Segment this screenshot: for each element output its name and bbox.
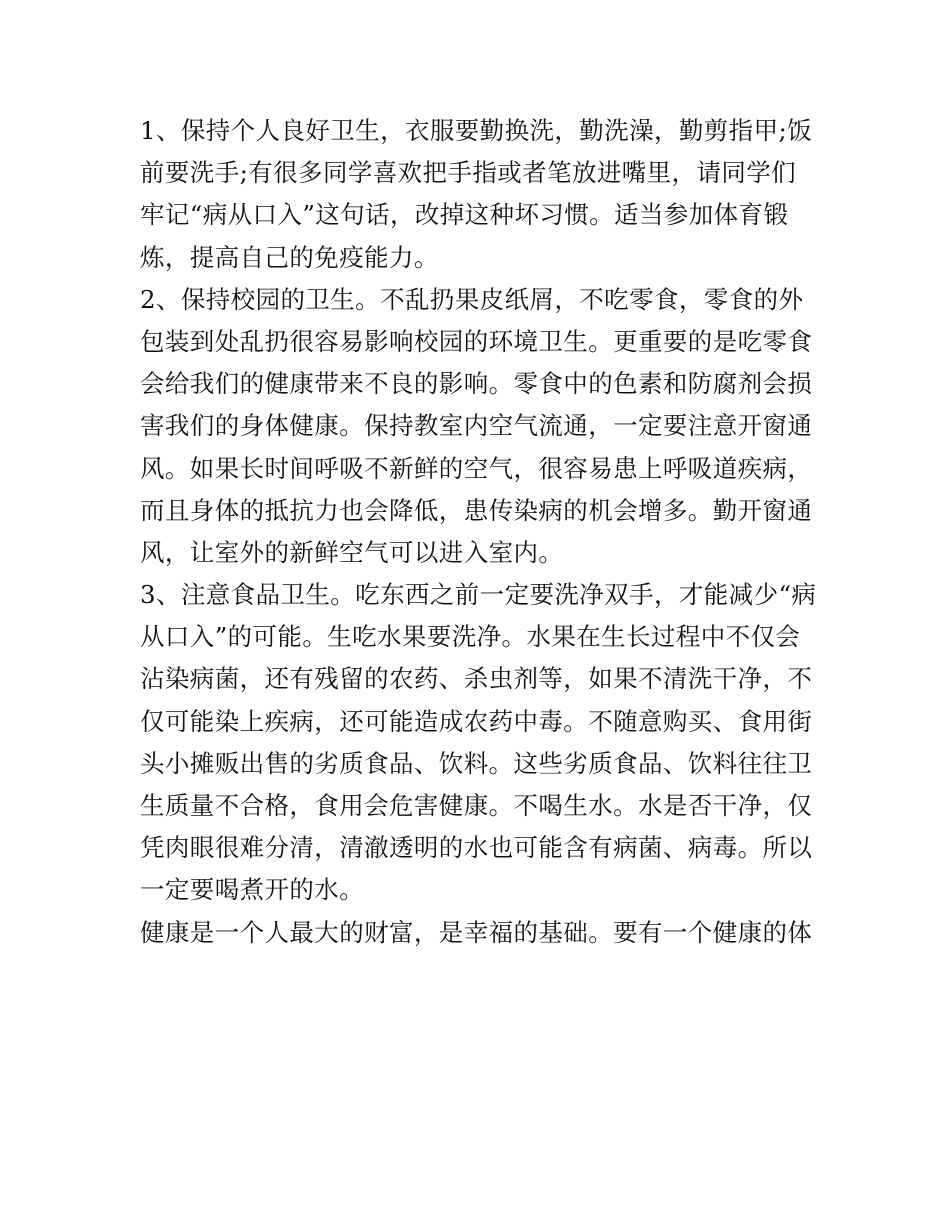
text-line: 害我们的身体健康。保持教室内空气流通，一定要注意开窗通: [140, 411, 813, 441]
text-line: 健康是一个人最大的财富，是幸福的基础。要有一个健康的体: [140, 917, 813, 947]
text-line: 一定要喝煮开的水。: [140, 875, 365, 905]
text-line: 牢记“病从口入”这句话，改掉这种坏习惯。适当参加体育锻: [140, 200, 789, 230]
text-line: 风。如果长时间呼吸不新鲜的空气，很容易患上呼吸道疾病，: [140, 453, 813, 483]
text-line: 炼，提高自己的免疫能力。: [140, 242, 439, 272]
text-line: 2、保持校园的卫生。不乱扔果皮纸屑，不吃零食，零食的外: [140, 284, 804, 314]
text-line: 生质量不合格，食用会危害健康。不喝生水。水是否干净，仅: [140, 791, 813, 820]
text-line: 沾染病菌，还有残留的农药、杀虫剂等，如果不清洗干净，不: [140, 664, 813, 694]
text-line: 头小摊贩出售的劣质食品、饮料。这些劣质食品、饮料往往卫: [140, 748, 813, 778]
text-line: 前要洗手;有很多同学喜欢把手指或者笔放进嘴里，请同学们: [140, 158, 797, 188]
document-body: [140, 110, 820, 954]
text-line: 风，让室外的新鲜空气可以进入室内。: [140, 537, 564, 567]
text-line: 仅可能染上疾病，还可能造成农药中毒。不随意购买、食用街: [140, 706, 813, 736]
text-line: 从口入”的可能。生吃水果要洗净。水果在生长过程中不仅会: [140, 622, 801, 652]
text-line: 包装到处乱扔很容易影响校园的环境卫生。更重要的是吃零食: [140, 326, 813, 356]
text-line: 而且身体的抵抗力也会降低，患传染病的机会增多。勤开窗通: [140, 495, 813, 525]
text-line: 会给我们的健康带来不良的影响。零食中的色素和防腐剂会损: [140, 369, 813, 399]
text-line: 3、注意食品卫生。吃东西之前一定要洗净双手，才能减少“病: [140, 580, 817, 610]
text-line: 1、保持个人良好卫生，衣服要勤换洗，勤洗澡，勤剪指甲;饭: [140, 116, 813, 145]
text-line: 凭肉眼很难分清，清澈透明的水也可能含有病菌、病毒。所以: [140, 833, 813, 863]
